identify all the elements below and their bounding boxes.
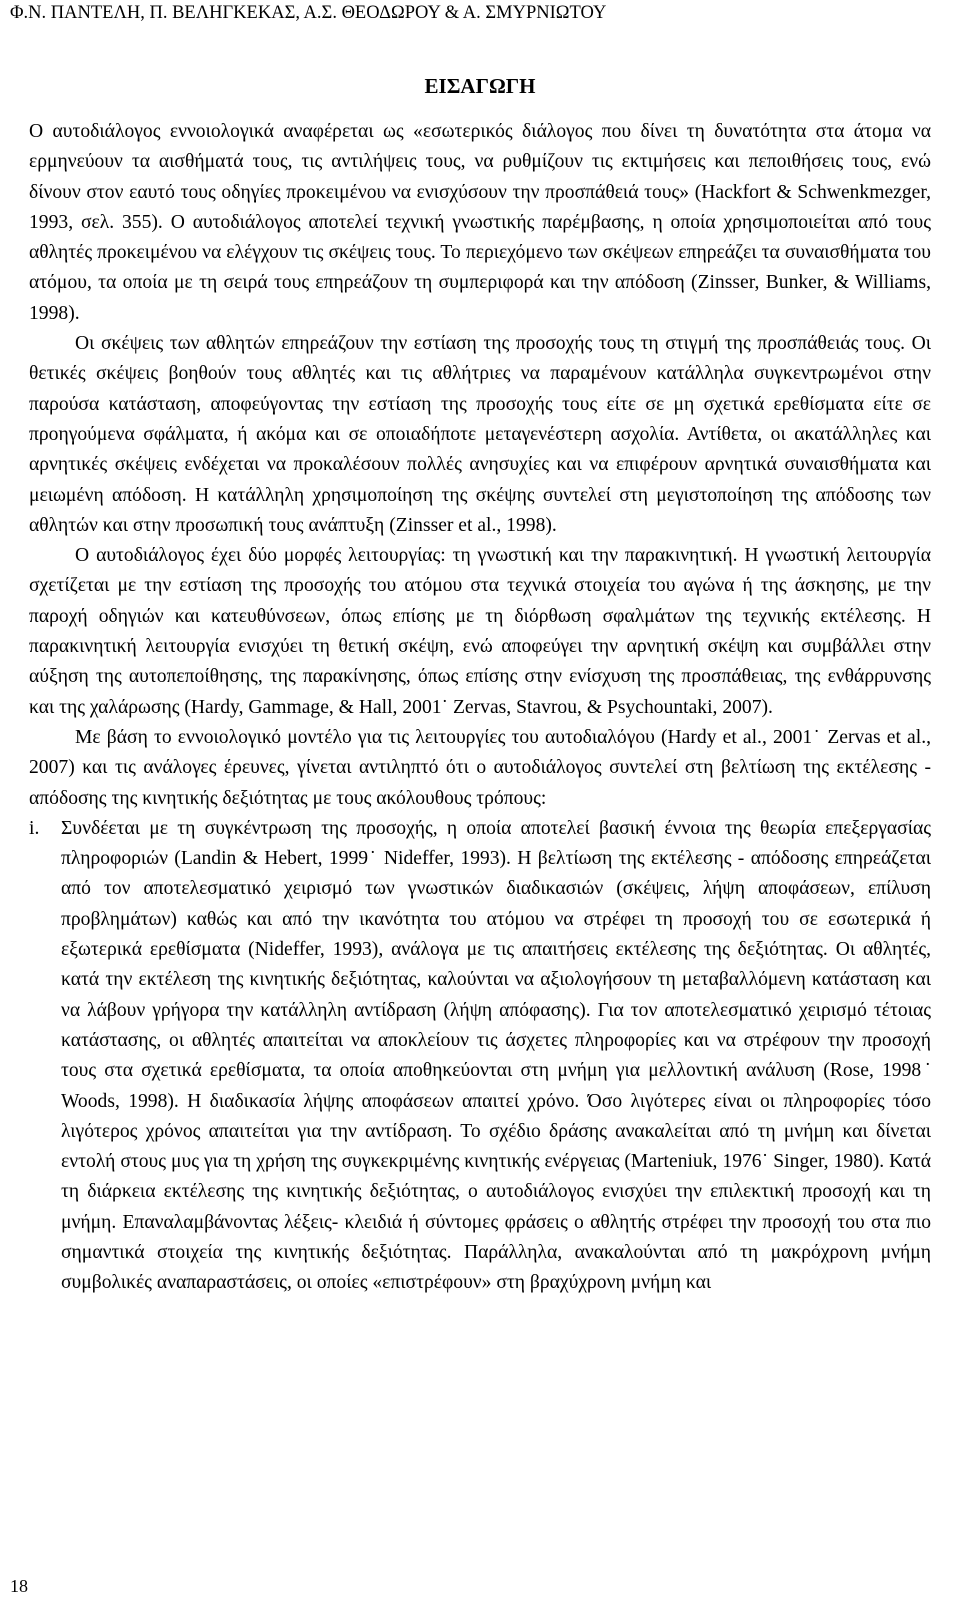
list-item	[29, 814, 931, 1299]
paragraph: Ο αυτοδιάλογος εννοιολογικά αναφέρεται ως «εσωτερικός διάλογος που δίνει τη δυνατότητα στα άτομα να ερμηνεύουν τα αισθήματά τους, τις αντιλήψεις τους, να ρυθμίζουν τις εκτιμήσεις και πεποιθήσεις τους, ενώ δίνουν στον εαυτό τους οδηγίες προκειμένου να ενισχύσουν την προσπάθειά τους» (Hackfort & Schwenkmezger, 1993, σελ. 355). Ο αυτοδιάλογος αποτελεί τεχνική γνωστικής παρέμβασης, η οποία χρησιμοποιείται από τους αθλητές προκειμένου να ελέγχουν τις σκέψεις τους. Το περιεχόμενο των σκέψεων επηρεάζει τα συναισθήματα του ατόμου, τα οποία με τη σειρά τους επηρεάζουν τη συμπεριφορά και την απόδοση (Zinsser, Bunker, & Williams, 1998).	[29, 121, 931, 324]
paragraph: Ο αυτοδιάλογος έχει δύο μορφές λειτουργίας: τη γνωστική και την παρακινητική. Η γνωστική λειτουργία σχετίζεται με την εστίαση της προσοχής του ατόμου στα τεχνικά στοιχεία του αγώνα ή της άσκησης, με την παροχή οδηγιών και κατευθύνσεων, όπως επίσης με τη διόρθωση σφαλμάτων της τεχνικής εκτέλεσης. Η παρακινητική λειτουργία ενισχύει τη θετική σκέψη, ενώ αποφεύγει την αρνητική σκέψη και συμβάλλει στην αύξηση της αυτοπεποίθησης, της παρακίνησης, όπως επίσης στην ενίσχυση της προσπάθειας, της ενθάρρυνσης και της χαλάρωσης (Hardy, Gammage, & Hall, 2001˙ Zervas, Stavrou, & Psychountaki, 2007).	[29, 545, 931, 718]
paragraph: Οι σκέψεις των αθλητών επηρεάζουν την εστίαση της προσοχής τους τη στιγμή της προσπάθειάς τους. Οι θετικές σκέψεις βοηθούν τους αθλητές και τις αθλήτριες να παραμένουν κατάλληλα συγκεντρωμένοι στην παρούσα κατάσταση, αποφεύγοντας την εστίαση της προσοχής τους είτε σε μη σχετικά ερεθίσματα είτε σε προηγούμενα σφάλματα, ή ακόμα και σε οποιαδήποτε μεταγενέστερη ασχολία. Αντίθετα, οι ακατάλληλες και αρνητικές σκέψεις ενδέχεται να προκαλέσουν πολλές ανησυχίες και να επιφέρουν αρνητικά συναισθήματα και μειωμένη απόδοση. Η κατάλληλη χρησιμοποίηση της σκέψης συντελεί στη μεγιστοποίηση της απόδοσης των αθλητών και στην προσωπική τους ανάπτυξη (Zinsser et al., 1998).	[29, 333, 931, 536]
list-marker: i.	[29, 817, 40, 839]
list-item-text: Συνδέεται με τη συγκέντρωση της προσοχής, η οποία αποτελεί βασική έννοια της θεωρία επεξεργασίας πληροφοριών (Landin & Hebert, 1999˙ Nideffer, 1993). Η βελτίωση της εκτέλεσης - απόδοσης επηρεάζεται από τον αποτελεσματικό χειρισμό των γνωστικών διαδικασιών (σκέψεις, λήψη αποφάσεων, επίλυση προβλημάτων) καθώς και από την ικανότητα του ατόμου να στρέφει τη προσοχή του σε εσωτερικά ή εξωτερικά ερεθίσματα (Nideffer, 1993), ανάλογα με τις απαιτήσεις εκτέλεσης της δεξιότητας. Οι αθλητές, κατά την εκτέλεση της κινητικής δεξιότητας, καλούνται να αξιολογήσουν τη μεταβαλλόμενη κατάσταση και να λάβουν γρήγορα την κατάλληλη αντίδραση (λήψη απόφασης). Για τον αποτελεσματικό χειρισμό τέτοιας κατάστασης, οι αθλητές απαιτείται να αποκλείουν τις άσχετες πληροφορίες και να στρέφουν την προσοχή τους στα σχετικά ερεθίσματα, τα οποία αποθηκεύονται στη μνήμη για μελλοντική ανάλυση (Rose, 1998˙ Woods, 1998). Η διαδικασία λήψης αποφάσεων απαιτεί χρόνο. Όσο λιγότερες είναι οι πληροφορίες τόσο λιγότερος χρόνος απαιτείται για την αντίδραση. Το σχέδιο δράσης ανακαλείται από τη μνήμη και δίνεται εντολή στους μυς για τη χρήση της συγκεκριμένης κινητικής ενέργειας (Marteniuk, 1976˙ Singer, 1980). Κατά τη διάρκεια εκτέλεσης της κινητικής δεξιότητας, ο αυτοδιάλογος ενισχύει την επιλεκτική προσοχή και τη μνήμη. Επαναλαμβάνοντας λέξεις- κλειδιά ή σύντομες φράσεις ο αθλητής στρέφει την προσοχή του στα πιο σημαντικά στοιχεία της κινητικής δεξιότητας. Παράλληλα, ανακαλούνται από τη μακρόχρονη μνήμη συμβολικές αναπαραστάσεις, οι οποίες «επιστρέφουν» στη βραχύχρονη μνήμη και	[61, 817, 931, 1294]
body-text	[29, 117, 931, 1299]
running-header: Φ.Ν. ΠΑΝΤΕΛΗ, Π. ΒΕΛΗΓΚΕΚΑΣ, Α.Σ. ΘΕΟΔΩΡΟΥ & Α. ΣΜΥΡΝΙΩΤΟΥ	[10, 3, 607, 23]
paragraph: Με βάση το εννοιολογικό μοντέλο για τις λειτουργίες του αυτοδιαλόγου (Hardy et al., 2001˙ Zervas et al., 2007) και τις ανάλογες έρευνες, γίνεται αντιληπτό ότι ο αυτοδιάλογος συντελεί στη βελτίωση της εκτέλεσης - απόδοσης της κινητικής δεξιότητας με τους ακόλουθους τρόπους:	[29, 726, 931, 809]
page-number: 18	[10, 1576, 28, 1596]
section-heading: ΕΙΣΑΓΩΓΗ	[424, 74, 536, 98]
